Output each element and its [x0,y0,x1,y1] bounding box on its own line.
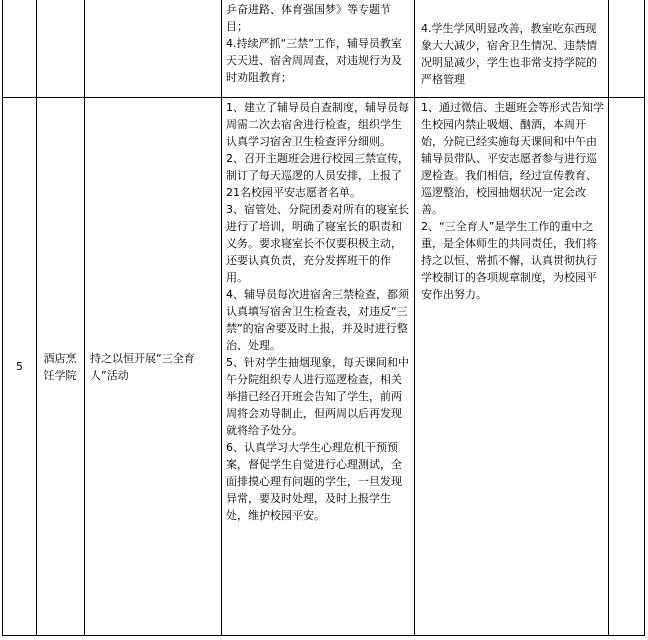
college-cell [40,98,80,635]
measures-cell-continued [226,1,412,96]
table-divider [414,0,415,636]
table-divider [84,0,85,636]
row-index-cell [3,98,36,635]
measure-item: 1、建立了辅导员自查制度，辅导员每周需二次去宿舍进行检查，组织学生认真学习宿舍卫生检查评分细则。 [226,101,409,148]
table-divider [2,635,645,636]
table-divider [644,0,645,636]
effect-item: 4.学生学风明显改善，教室吃东西现象大大减少，宿舍卫生情况、违禁情况明显减少，学生也非常支持学院的严格管理 [421,22,597,86]
activity-title: 持之以恒开展“三全育人”活动 [90,351,195,382]
row-index: 5 [16,360,23,373]
measure-item: 2、召开主题班会进行校园三禁宣传，制订了每天巡逻的人员安排，上报了21名校园平安志愿者名单。 [226,152,409,199]
measure-item: 乒奋进路、体育强国梦》等专题节目； [226,3,391,33]
table-divider [608,0,609,636]
effects-cell-continued [421,20,607,96]
table-divider [221,0,222,636]
activity-cell [90,98,218,635]
effects-cell [421,99,607,635]
table-divider [36,0,37,636]
measure-item: 4、辅导员每次进宿舍三禁检查，都须认真填写宿舍卫生检查表，对违反“三禁”的宿舍要及时上报，并及时进行整治、处理。 [226,288,409,352]
effect-item: 2、“三全育人”是学生工作的重中之重，是全体师生的共同责任，我们将持之以恒、常抓不懈，认真贯彻执行学校制订的各项规章制度，为校园平安作出努力。 [421,220,597,301]
measures-cell [226,99,412,635]
measure-item: 6、认真学习大学生心理危机干预预案，督促学生自觉进行心理测试，全面排摸心理有问题的学生，一旦发现异常，要及时处理，及时上报学生处，维护校园平安。 [226,441,402,522]
remark-cell [610,99,643,635]
effect-item: 1、通过微信、主题班会等形式告知学生校园内禁止吸烟、酗酒，本周开始，分院已经实施每天课间和中午由辅导员带队、平安志愿者参与进行巡逻检查。我们相信，经过宣传教育、巡逻整治，校园抽烟状况一定会改善。 [421,101,604,216]
measure-item: 3、宿管处、分院团委对所有的寝室长进行了培训，明确了寝室长的职责和义务。要求寝室长不仅要积极主动，还要认真负责，充分发挥班干的作用。 [226,203,409,284]
measure-item: 4.持续严抓“三禁”工作，辅导员教室天天进、宿舍周周查，对违规行为及时劝阻教育； [226,37,402,84]
measure-item: 5、针对学生抽烟现象，每天课间和中午分院组织专人进行巡逻检查，相关举措已经召开班会告知了学生，前两周将会劝导制止，但两周以后再发现就将给予处分。 [226,356,409,437]
college-name: 酒店烹饪学院 [43,351,77,382]
